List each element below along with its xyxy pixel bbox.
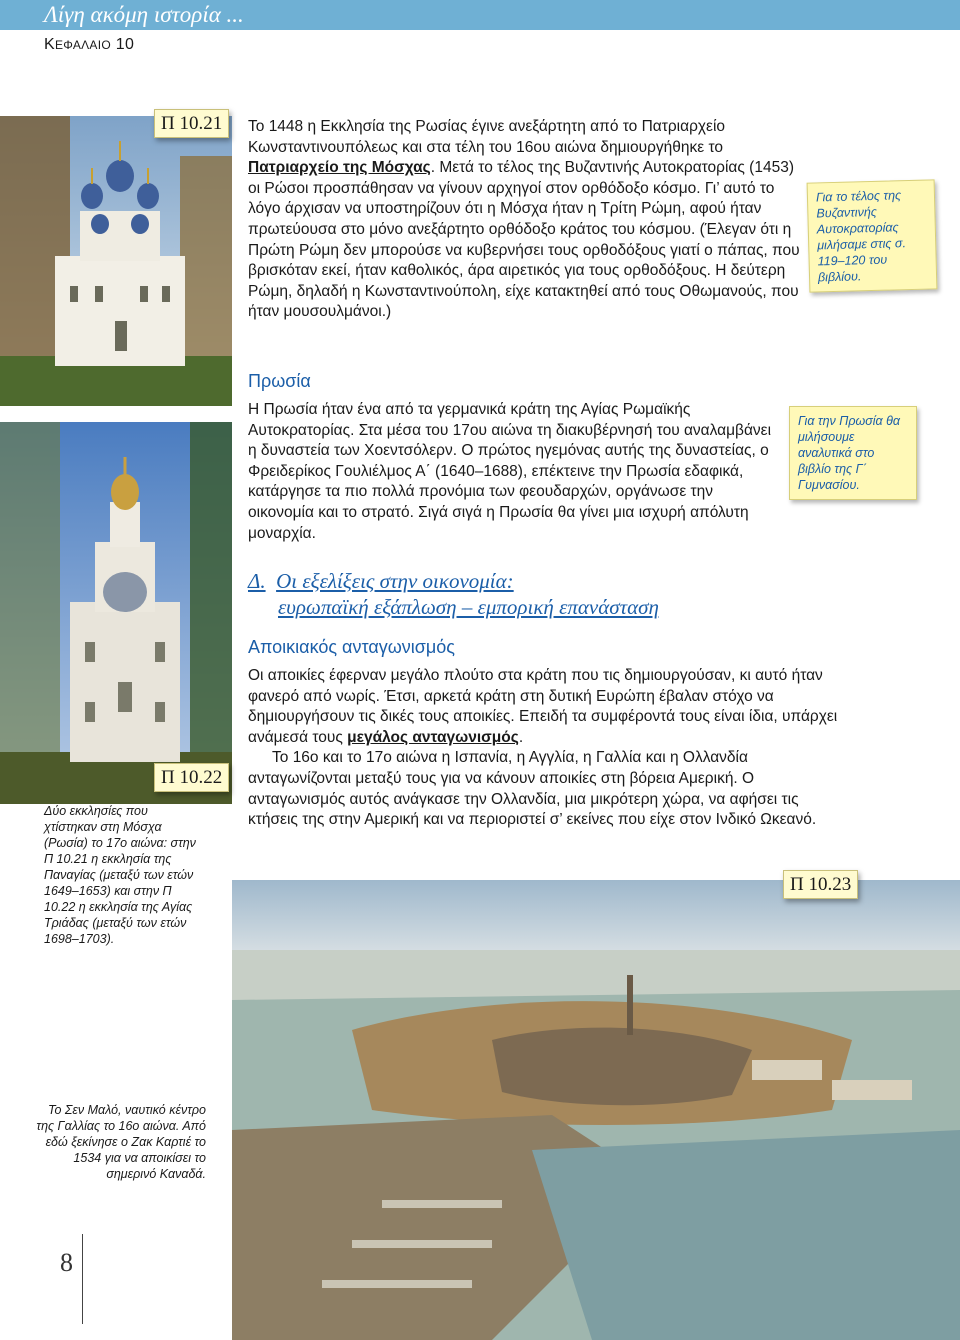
series-title: Λίγη ακόμη ιστορία ... [44, 2, 244, 27]
paragraph-russian-church [248, 117, 808, 323]
highlight-term: μεγάλος ανταγωνισμός [347, 728, 519, 746]
church-photo [0, 116, 232, 406]
harbor-aerial-photo [232, 880, 960, 1340]
chapter-label-rest: ΕΦΑΛΑΙΟ [54, 38, 112, 52]
caption-churches: Δύο εκκλησίες που χτίστηκαν στη Μόσχα (Ρωσία) το 17ο αιώνα: στην Π 10.21 η εκκλησία της Παναγίας (μεταξύ των ετών 1649–1653) και στην Π 10.22 η εκκλησία της Αγίας Τριάδας (μεταξύ των ετών 1698–1703). [44, 804, 196, 946]
section-title-line1: Οι εξελίξεις στην οικονομία: [276, 569, 514, 593]
chapter-label [44, 36, 134, 54]
figure-tag-10-23: Π 10.23 [783, 870, 858, 899]
heading-colonial-competition: Αποικιακός ανταγωνισμός [248, 637, 455, 657]
section-heading [248, 568, 659, 620]
figure-tag-10-22: Π 10.22 [154, 763, 229, 792]
chapter-number: 10 [115, 36, 135, 53]
section-letter: Δ. [248, 569, 266, 593]
heading-prussia: Πρωσία [248, 371, 311, 391]
side-note-prussia: Για την Πρωσία θα μιλήσουμε αναλυτικά στο βιβλίο της Γ΄ Γυμνασίου. [789, 406, 917, 500]
caption-saint-malo: Το Σεν Μαλό, ναυτικό κέντρο της Γαλλίας το 16ο αιώνα. Από εδώ ξεκίνησε ο Ζακ Καρτιέ το 1534 για να αποικίσει το σημερινό Καναδά. [36, 1103, 206, 1181]
bell-tower-photo [0, 422, 232, 804]
paragraph-text: Το 1448 η Εκκλησία της Ρωσίας έγινε ανεξάρτητη από το Πατριαρχείο Κωνσταντινουπόλεως και στα τέλη του 16ου αιώνα δημιουργήθηκε το [248, 118, 726, 156]
chapter-label-initial: Κ [44, 36, 55, 53]
section-title-line2: ευρωπαϊκή εξάπλωση – εμπορική επανάσταση [278, 595, 659, 619]
page-number: 8 [60, 1248, 73, 1277]
side-note-byzantine: Για το τέλος της Βυζαντινής Αυτοκρατορίας μιλήσαμε στις σ. 119–120 του βιβλίου. [807, 179, 938, 292]
paragraph-text: Οι αποικίες έφερναν μεγάλο πλούτο στα κράτη που τις δημιουργούσαν, κι αυτό ήταν φανερό από νωρίς. Έτσι, αρκετά κράτη στη δυτική Ευρώπη έβαλαν στόχο να δημιουργήσουν τις δικές τους αποικίες. Επειδή τα συμφέροντά τους είναι ίδια, υπάρχει ανάμεσά τους [248, 667, 838, 746]
page-number-rule [82, 1234, 83, 1324]
highlight-term: Πατριαρχείο της Μόσχας [248, 159, 431, 177]
paragraph-colonial-1 [248, 666, 848, 748]
paragraph-colonial-2: Το 16ο και το 17ο αιώνα η Ισπανία, η Αγγλία, η Γαλλία και η Ολλανδία ανταγωνίζονται μεταξύ τους για να κάνουν αποικίες στη βόρεια Αμερική. Ο ανταγωνισμός αυτός ανάγκασε την Ολλανδία, μια μικρότερη χώρα, να αφήσει τις κτήσεις της στην Αμερική και να περιοριστεί σ’ εκείνες που είχε στον Ινδικό Ωκεανό. [248, 749, 817, 829]
paragraph-prussia: Η Πρωσία ήταν ένα από τα γερμανικά κράτη της Αγίας Ρωμαϊκής Αυτοκρατορίας. Στα μέσα του 17ου αιώνα τη διακυβέρνησή του αναλαμβάνει η δυναστεία των Χοεντσόλερν. Ο πρώτος ηγεμόνας αυτής της δυναστείας, ο Φρειδερίκος Γουλιέλμος Α΄ (1640–1688), επέκτεινε την Πρωσία εδαφικά, κατάργησε τα πιο πολλά προνόμια των φεουδαρχών, οργάνωσε την οικονομία και το στρατό. Σιγά σιγά η Πρωσία θα γίνει μια ισχυρή απόλυτη μοναρχία. [248, 401, 772, 542]
paragraph-text: . Μετά το τέλος της Βυζαντινής Αυτοκρατορίας (1453) οι Ρώσοι προσπάθησαν να γίνουν αρχηγοί στον ορθόδοξο κόσμο. Γι’ αυτό το λόγο άρχισαν να υποστηρίζουν ότι η Μόσχα ήταν η Τρίτη Ρώμη, αφού ήταν πρωτεύουσα στο μόνο ανεξάρτητο ορθόδοξο κράτος του κόσμου. (Έλεγαν ότι η Πρώτη Ρώμη δεν μπορούσε να κυβερνήσει τους ορθοδόξους γιατί ο πάπας, που βρισκόταν εκεί, ήταν καθολικός, άρα αιρετικός για τους ορθοδόξους. Η δεύτερη Ρώμη, δηλαδή η Κωνσταντινούπολη, είχε κατακτηθεί από τους Οθωμανούς, που ήταν μουσουλμάνοι.) [248, 159, 800, 321]
figure-tag-10-21: Π 10.21 [154, 109, 229, 138]
paragraph-text: . [518, 728, 524, 746]
paragraph-colonial [248, 666, 848, 831]
